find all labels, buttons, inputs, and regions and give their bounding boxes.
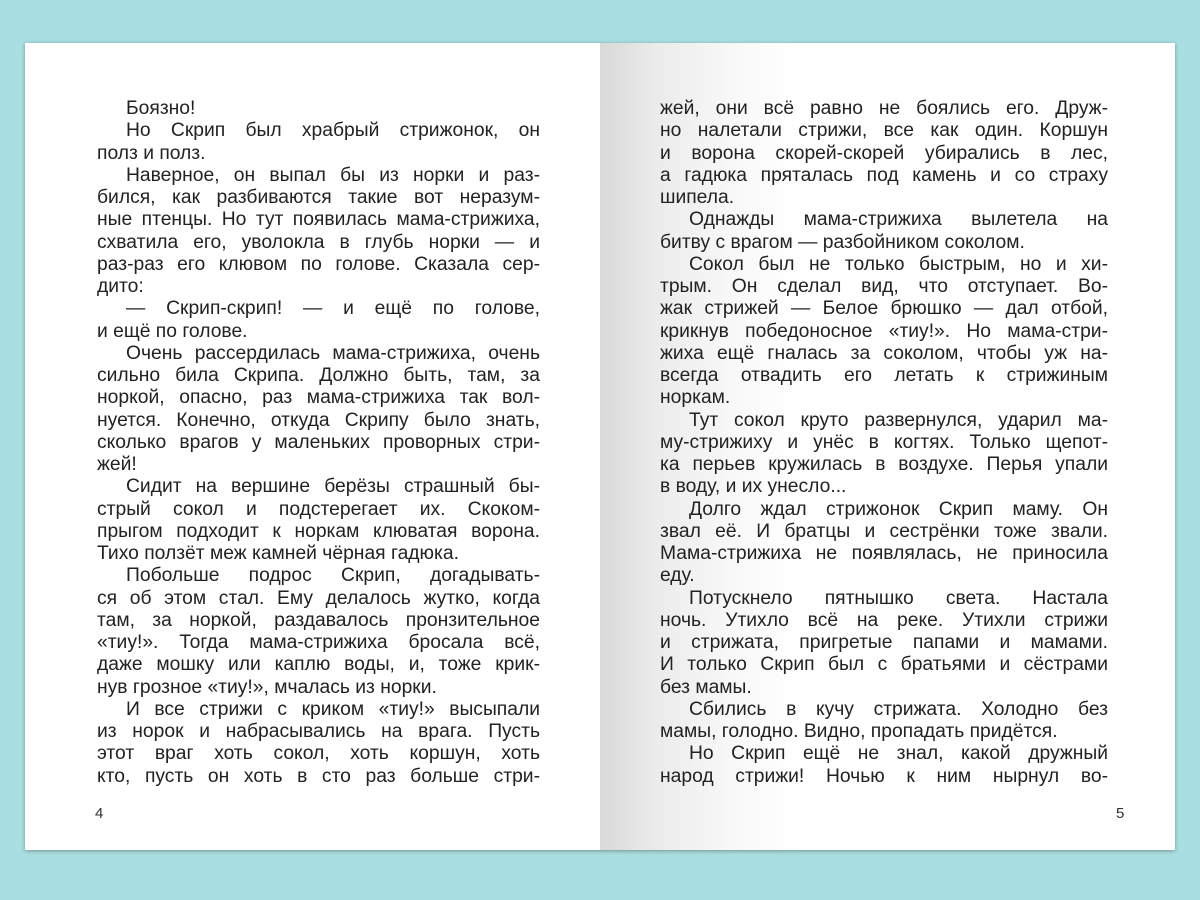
text-line: Однажды мама-стрижиха вылетела на	[689, 209, 1108, 231]
paragraph	[660, 98, 1108, 209]
text-line: Побольше подрос Скрип, догадывать-	[126, 565, 540, 587]
text-line: И все стрижи с криком «тиу!» высыпали	[126, 698, 540, 720]
text-line: Наверное, он выпал бы из норки и раз-	[126, 164, 540, 186]
text-line: жей!	[97, 454, 137, 475]
text-line: крикнув победоносное «тиу!». Но мама-стри-	[660, 320, 1108, 342]
text-line: народ стрижи! Ночью к ним нырнул во-	[660, 765, 1108, 787]
paragraph	[97, 565, 540, 699]
text-line: ка перьев кружилась в воздухе. Перья упали	[660, 454, 1108, 475]
text-line: звал её. И братцы и сестрёнки тоже звали.	[660, 520, 1108, 542]
text-line: в воду, и их унесло...	[660, 476, 847, 498]
text-line: Тихо ползёт меж камней чёрная гадюка.	[97, 543, 459, 564]
text-line: «тиу!». Тогда мама-стрижиха бросала всё,	[97, 632, 540, 653]
text-line: жиха ещё гналась за соколом, чтобы уж на-	[660, 342, 1108, 364]
text-line: еду.	[660, 565, 695, 587]
page-number: 5	[1116, 805, 1125, 822]
text-line: нуется. Конечно, откуда Скрипу было знать,	[97, 409, 540, 431]
text-line: этот враг хоть сокол, хоть коршун, хоть	[97, 743, 540, 765]
right-page	[600, 43, 1175, 850]
text-line: из норок и набрасывались на врага. Пусть	[97, 721, 540, 742]
text-line: ные птенцы. Но тут появилась мама-стрижиха,	[97, 209, 540, 231]
text-line: кто, пусть он хоть в сто раз больше стри-	[97, 765, 540, 787]
text-line: но налетали стрижи, все как один. Коршун	[660, 120, 1108, 142]
text-line: прыгом подходит к норкам клюватая ворона.	[97, 520, 540, 542]
text-line: шипела.	[660, 187, 735, 208]
text-line: битву с врагом — разбойником соколом.	[660, 231, 1025, 253]
text-line: и стрижата, пригретые папами и мамами.	[660, 632, 1108, 653]
text-line: Мама-стрижиха не появлялась, не приносила	[660, 543, 1108, 564]
text-line: схватила его, уволокла в глубь норки — и	[97, 231, 540, 253]
text-line: Но Скрип был храбрый стрижонок, он	[126, 120, 540, 142]
left-page	[25, 43, 600, 850]
text-line: жак стрижей — Белое брюшко — дал отбой,	[660, 298, 1108, 320]
text-line: и ворона скорей-скорей убирались в лес,	[660, 142, 1108, 164]
paragraph	[97, 699, 540, 788]
text-line: Тут сокол круто развернулся, ударил ма-	[689, 409, 1108, 431]
text-line: без мамы.	[660, 676, 752, 698]
text-line: Боязно!	[126, 98, 196, 119]
paragraph	[97, 120, 540, 165]
text-line: — Скрип-скрип! — и ещё по голове,	[126, 298, 540, 320]
text-line: ночь. Утихло всё на реке. Утихли стрижи	[660, 609, 1108, 631]
text-line: мамы, голодно. Видно, пропадать придётся.	[660, 721, 1058, 742]
text-line: сильно била Скрипа. Должно быть, там, за	[97, 365, 540, 386]
text-line: ся об этом стал. Ему делалось жутко, когда	[97, 587, 540, 609]
text-line: жей, они всё равно не боялись его. Друж-	[660, 98, 1108, 119]
text-line: даже мошку или каплю воды, и, тоже крик-	[97, 654, 540, 676]
page-number: 4	[95, 805, 104, 822]
paragraph	[660, 254, 1108, 410]
text-line: сколько врагов у маленьких проворных стри-	[97, 431, 540, 453]
text-line: Сокол был не только быстрым, но и хи-	[689, 253, 1108, 275]
paragraph	[97, 476, 540, 565]
text-line: Очень рассердилась мама-стрижиха, очень	[126, 342, 540, 364]
text-line: стрый сокол и подстерегает их. Скоком-	[97, 498, 540, 520]
text-line: дито:	[97, 276, 144, 297]
text-line: и ещё по голове.	[97, 320, 248, 342]
text-line: бился, как разбиваются такие вот неразум-	[97, 187, 540, 208]
paragraph	[660, 499, 1108, 588]
paragraph	[660, 209, 1108, 254]
text-line: И только Скрип был с братьями и сёстрами	[660, 654, 1108, 676]
text-line: Сбились в кучу стрижата. Холодно без	[689, 698, 1108, 720]
paragraph	[97, 298, 540, 343]
paragraph	[660, 588, 1108, 699]
text-line: Но Скрип ещё не знал, какой дружный	[689, 743, 1108, 765]
paragraph	[660, 743, 1108, 788]
page-text	[97, 98, 540, 788]
text-line: Потускнело пятнышко света. Настала	[689, 587, 1108, 609]
paragraph	[97, 98, 540, 120]
text-line: Долго ждал стрижонок Скрип маму. Он	[689, 498, 1108, 520]
text-line: там, за норкой, раздавалось пронзительное	[97, 609, 540, 631]
text-line: му-стрижиху и унёс в когтях. Только щепот-	[660, 431, 1108, 453]
paragraph	[660, 410, 1108, 499]
paragraph	[97, 343, 540, 477]
paragraph	[97, 165, 540, 299]
paragraph	[660, 699, 1108, 744]
book-spread	[25, 43, 1175, 850]
text-line: полз и полз.	[97, 142, 206, 164]
page-text	[660, 98, 1108, 788]
text-line: нув грозное «тиу!», мчалась из норки.	[97, 676, 437, 698]
text-line: всегда отвадить его летать к стрижиным	[660, 365, 1108, 386]
text-line: норкам.	[660, 387, 731, 409]
text-line: трым. Он сделал вид, что отступает. Во-	[660, 276, 1108, 297]
text-line: а гадюка пряталась под камень и со страху	[660, 164, 1108, 186]
text-line: норкой, опасно, раз мама-стрижиха так вол-	[97, 387, 540, 409]
text-line: Сидит на вершине берёзы страшный бы-	[126, 476, 540, 498]
text-line: раз-раз его клювом по голове. Сказала сер-	[97, 253, 540, 275]
